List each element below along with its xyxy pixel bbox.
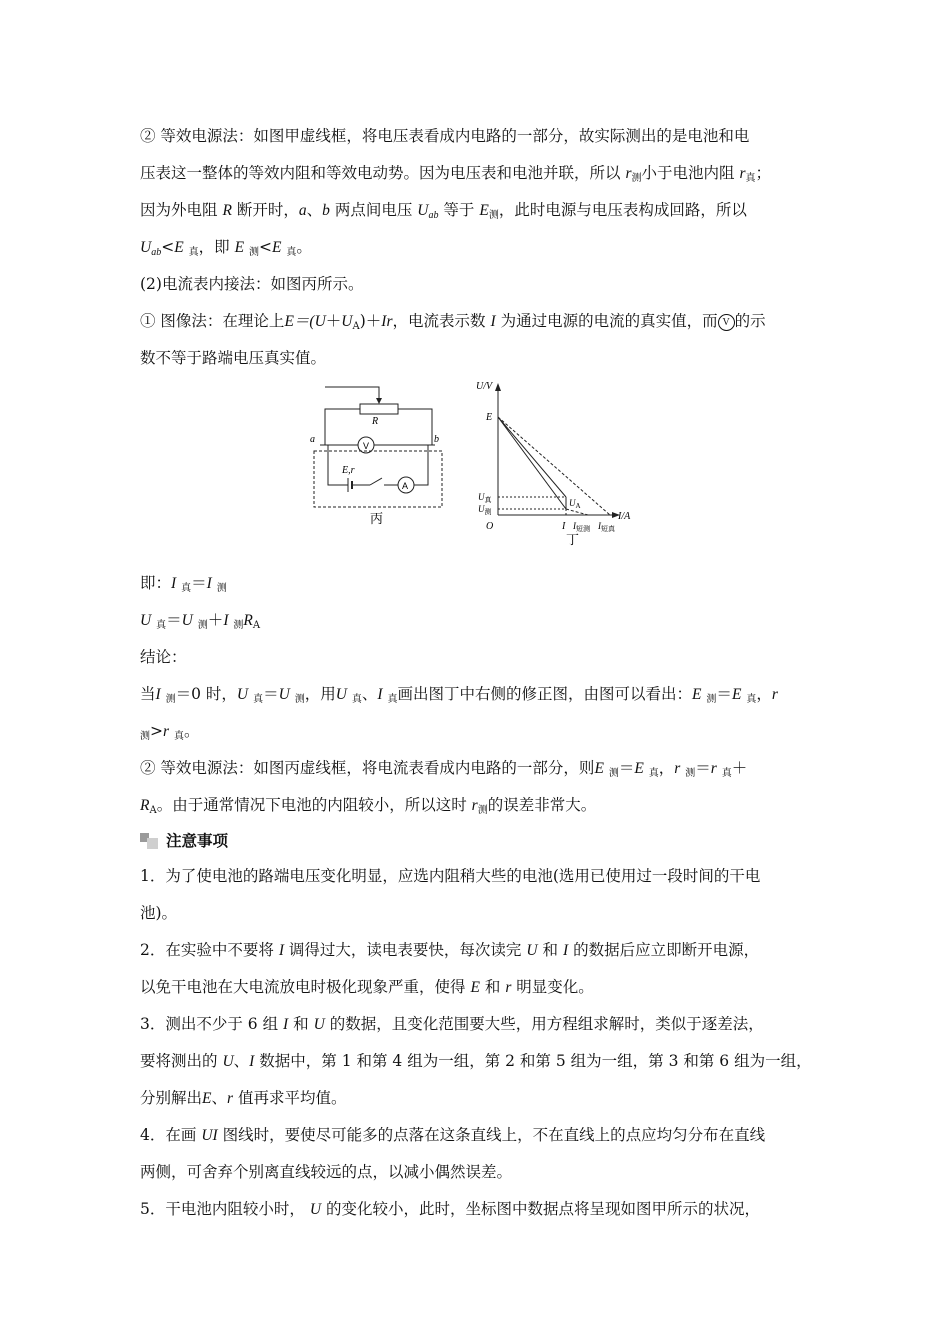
text: 5．干电池内阻较小时，: [140, 1200, 305, 1218]
dashed-box: [314, 451, 442, 507]
paragraph: [140, 340, 820, 377]
origin-label: O: [486, 521, 494, 532]
note-item: [140, 969, 820, 1006]
text: 。: [183, 722, 200, 740]
text: ＋: [207, 611, 224, 629]
math-symbol: r: [505, 979, 512, 996]
text: ① 图像法：在理论上: [140, 312, 285, 330]
text: 因为外电阻: [140, 201, 218, 219]
extension-line: [498, 417, 610, 515]
subscript: 真: [253, 694, 264, 705]
label-V: V: [363, 441, 370, 451]
math-symbol: r: [625, 165, 632, 182]
note-item: [140, 895, 820, 932]
paragraph: [140, 266, 820, 303]
label-E: E: [486, 412, 493, 423]
label-Er: E,r: [342, 465, 355, 476]
subscript: 测: [233, 620, 244, 631]
math-symbol: r: [674, 760, 681, 777]
text: 断开时，: [236, 201, 299, 219]
subscript: 真: [745, 173, 756, 184]
text: )＋: [359, 312, 382, 330]
paragraph: [140, 303, 820, 340]
subscript: 真: [286, 247, 297, 258]
math-symbol: U: [181, 612, 193, 629]
text: 的数据后应立即断开电源，: [573, 941, 760, 959]
paragraph: [140, 155, 820, 192]
paragraph: [140, 713, 820, 750]
text: ，用: [304, 685, 336, 703]
text: 的示: [734, 312, 766, 330]
text: 明显变化。: [516, 978, 594, 996]
subscript: 真: [156, 620, 167, 631]
text: 、: [306, 201, 323, 219]
text: ＝: [695, 759, 711, 777]
text: ，此时电源与电压表构成回路，所以: [498, 201, 747, 219]
subscript: 测: [631, 173, 642, 184]
math-symbol: r: [163, 723, 170, 740]
math-symbol: R: [243, 612, 253, 629]
subscript: 测: [294, 694, 305, 705]
text: >: [150, 722, 163, 740]
subscript: 测: [608, 768, 619, 779]
text: 、: [211, 1089, 227, 1107]
math-symbol: E: [202, 1090, 212, 1107]
text: 画出图丁中右侧的修正图，由图可以看出：: [397, 685, 693, 703]
subscript: 测: [488, 210, 499, 221]
paragraph: [140, 676, 820, 713]
paragraph: [140, 192, 820, 229]
text: 池)。: [140, 904, 178, 922]
text: (2)电流表内接法：如图丙所示。: [140, 275, 364, 293]
math-symbol: E: [634, 760, 644, 777]
math-symbol: I: [223, 612, 229, 629]
math-symbol: U: [222, 1053, 234, 1070]
math-symbol: I: [278, 942, 284, 959]
x-axis-label: I/A: [618, 511, 631, 522]
math-symbol: E: [594, 760, 604, 777]
text: ＝: [716, 685, 732, 703]
math-symbol: E: [174, 239, 184, 256]
note-item: [140, 858, 820, 895]
subscript: 真: [648, 768, 659, 779]
subscript: 真: [387, 694, 398, 705]
math-symbol: U: [278, 686, 290, 703]
text: ，电流表示数: [392, 312, 486, 330]
math-symbol: I: [377, 686, 383, 703]
subscript: A: [252, 620, 261, 631]
math-symbol: E: [470, 979, 480, 996]
text: 小于电池内阻: [641, 164, 735, 182]
paragraph: [140, 602, 820, 639]
math-symbol: r: [771, 686, 778, 703]
text: <: [161, 238, 175, 256]
subscript: 测: [140, 731, 150, 742]
text: ，: [658, 759, 675, 777]
subscript: 真: [181, 583, 192, 594]
text: 数不等于路端电压真实值。: [140, 349, 327, 367]
text: 的变化较小，此时，坐标图中数据点将呈现如图甲所示的状况，: [325, 1200, 760, 1218]
text: 1．为了使电池的路端电压变化明显，应选内阻稍大些的电池(选用已使用过一段时间的干电: [140, 867, 761, 885]
text: 图线时，要使尽可能多的点落在这条直线上，不在直线上的点应均匀分布在直线: [222, 1126, 766, 1144]
graph-ding: [470, 377, 650, 547]
subscript: 测: [248, 247, 259, 258]
subscript: 测: [477, 805, 488, 816]
text: 两侧，可舍弃个别离直线较远的点，以减小偶然误差。: [140, 1163, 513, 1181]
text: 当: [140, 685, 156, 703]
text: 为通过电源的电流的真实值，而: [500, 312, 718, 330]
text: 和: [293, 1015, 309, 1033]
math-symbol: E: [271, 239, 282, 256]
text: ＝: [618, 759, 635, 777]
y-axis-label: U/V: [476, 381, 493, 392]
text: ，即: [198, 238, 230, 256]
text: 数据中，第 1 和第 4 组为一组，第 2 和第 5 组为一组，第 3 和第 6 组为一组，: [259, 1052, 812, 1070]
section-heading: [140, 824, 820, 858]
text: 压表这一整体的等效内阻和等效电动势。因为电压表和电池并联，所以: [140, 164, 621, 182]
math-symbol: r: [227, 1090, 234, 1107]
math-symbol: I: [206, 575, 212, 592]
paragraph: [140, 639, 820, 676]
text: ＋: [325, 312, 342, 330]
text: ② 等效电源法：如图甲虚线框，将电压表看成内电路的一部分，故实际测出的是电池和电: [140, 127, 750, 145]
text: 4．在画: [140, 1126, 197, 1144]
note-item: [140, 1154, 820, 1191]
subscript: 测: [706, 694, 717, 705]
text: 3．测出不少于 6 组: [140, 1015, 279, 1033]
subscript: 真: [721, 768, 732, 779]
note-item: [140, 1191, 820, 1228]
math-symbol: UI: [201, 1127, 218, 1144]
text: 。由于通常情况下电池的内阻较小，所以这时: [156, 796, 467, 814]
paragraph: [140, 787, 820, 824]
subscript: 测: [165, 694, 176, 705]
math-symbol: R: [222, 202, 232, 219]
text: 要将测出的: [140, 1052, 218, 1070]
label-I: I: [562, 521, 566, 532]
text: ，: [756, 685, 772, 703]
math-symbol: U: [140, 612, 152, 629]
label-u-ce: $U_测$: [478, 504, 492, 516]
text: 结论：: [140, 648, 187, 666]
note-item: [140, 1043, 820, 1080]
slider-arrow: [376, 398, 382, 404]
math-symbol: E: [479, 202, 489, 219]
math-symbol: U: [140, 239, 152, 256]
math-symbol: U: [314, 313, 326, 330]
note-item: [140, 1006, 820, 1043]
wire: [325, 387, 379, 401]
true-line: [498, 417, 566, 497]
switch: [370, 478, 382, 485]
subscript: 测: [216, 583, 227, 594]
text: 的数据，且变化范围要大些，用方程组求解时，类似于逐差法，: [329, 1015, 764, 1033]
math-symbol: I: [155, 686, 161, 703]
text: <: [258, 238, 272, 256]
text: 两点间电压: [334, 201, 413, 219]
measured-line: [498, 417, 566, 509]
math-symbol: I: [490, 313, 496, 330]
math-symbol: r: [471, 797, 478, 814]
circuit-diagram-bing: [310, 385, 450, 535]
math-symbol: E: [731, 686, 742, 703]
label-u-zhen: $U_真$: [478, 492, 492, 504]
heading-text: 注意事项: [166, 832, 229, 850]
subscript: 真: [188, 247, 199, 258]
math-symbol: I: [283, 1016, 289, 1033]
figures: [140, 381, 820, 553]
rheostat: [360, 404, 398, 414]
text: 等于: [443, 201, 475, 219]
note-item: [140, 1117, 820, 1154]
label-ua: $U_A$: [569, 498, 581, 510]
text: 和: [484, 978, 501, 996]
subscript: 测: [685, 768, 696, 779]
text: ＝: [166, 611, 182, 629]
text: 。: [296, 238, 312, 256]
label-R: R: [372, 416, 379, 427]
subscript: A: [149, 805, 157, 816]
math-symbol: I: [562, 942, 569, 959]
text: 分别解出: [140, 1089, 203, 1107]
subscript: 真: [173, 731, 184, 742]
label-A: A: [402, 481, 409, 491]
math-symbol: E: [234, 239, 245, 256]
math-symbol: U: [236, 686, 249, 703]
math-symbol: r: [739, 165, 746, 182]
text: ＝0 时，: [175, 685, 237, 703]
subscript: 真: [351, 694, 362, 705]
page-content: [140, 118, 820, 1228]
text: 和: [542, 941, 559, 959]
section-marker-icon: [140, 833, 158, 849]
text: 2．在实验中不要将: [140, 941, 274, 959]
math-symbol: U: [341, 313, 353, 330]
subscript: ab: [151, 247, 162, 258]
text: 、: [233, 1052, 250, 1070]
math-symbol: I: [249, 1053, 255, 1070]
text: ；: [755, 164, 772, 182]
paragraph: [140, 565, 820, 602]
math-symbol: U: [335, 686, 347, 703]
figure-caption: 丙: [370, 512, 384, 527]
math-formula: E＝(: [284, 313, 315, 330]
subscript: A: [352, 321, 360, 332]
subscript: 真: [746, 694, 757, 705]
label-i-duan-zhen: $I_{短真}$: [598, 521, 615, 533]
math-symbol: R: [140, 797, 150, 814]
subscript: 测: [197, 620, 208, 631]
note-item: [140, 1080, 820, 1117]
math-symbol: U: [417, 202, 429, 219]
label-b: b: [434, 434, 439, 445]
voltmeter-symbol: V: [718, 314, 735, 331]
paragraph: [140, 118, 820, 155]
text: 以免干电池在大电流放电时极化现象严重，使得: [140, 978, 466, 996]
text: ② 等效电源法：如图丙虚线框，将电流表看成内电路的一部分，则: [140, 759, 595, 777]
math-symbol: r: [710, 760, 717, 777]
text: ＝: [191, 574, 207, 592]
figure-caption: 丁: [566, 533, 580, 547]
text: 的误差非常大。: [487, 796, 597, 814]
math-symbol: U: [313, 1016, 325, 1033]
note-item: [140, 932, 820, 969]
subscript: ab: [428, 210, 439, 221]
math-symbol: a: [298, 202, 307, 219]
math-symbol: E: [692, 686, 702, 703]
text: 即：: [140, 574, 172, 592]
text: 调得过大，读电表要快，每次读完: [288, 941, 522, 959]
label-i-duan-ce: $I_{短测}$: [573, 521, 590, 533]
math-symbol: I: [171, 575, 177, 592]
math-symbol: U: [309, 1201, 322, 1218]
paragraph: [140, 750, 820, 787]
text: 值再求平均值。: [237, 1089, 347, 1107]
label-a: a: [310, 434, 315, 445]
paragraph: [140, 229, 820, 266]
math-symbol: U: [526, 942, 538, 959]
math-symbol: Ir: [381, 313, 393, 330]
text: ＝: [263, 685, 279, 703]
math-symbol: b: [322, 202, 330, 219]
text: ＋: [731, 759, 748, 777]
y-axis-arrow: [495, 383, 501, 391]
text: 、: [361, 685, 378, 703]
